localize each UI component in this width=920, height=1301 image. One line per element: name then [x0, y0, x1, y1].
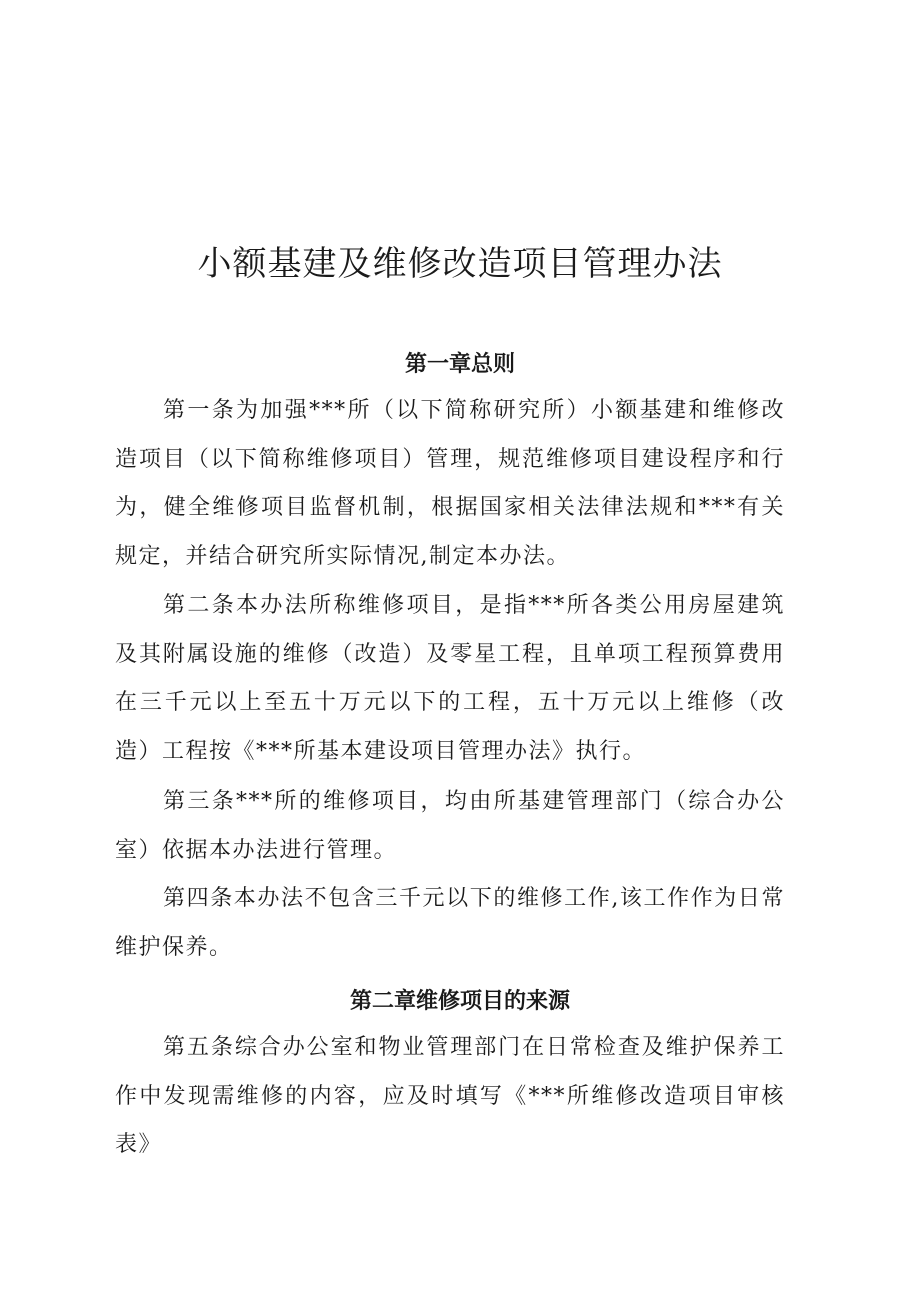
article-4: 第四条本办法不包含三千元以下的维修工作,该工作作为日常维护保养。: [115, 886, 785, 960]
article-5: 第五条综合办公室和物业管理部门在日常检查及维护保养工作中发现需维修的内容，应及时填写《***所维修改造项目审核表》: [115, 1035, 785, 1157]
document-title: 小额基建及维修改造项目管理办法: [197, 244, 723, 284]
article-2: 第二条本办法所称维修项目，是指***所各类公用房屋建筑及其附属设施的维修（改造）及零星工程，且单项工程预算费用在三千元以上至五十万元以下的工程，五十万元以上维修（改造）工程按《***所基本建设项目管理办法》执行。: [115, 593, 785, 764]
chapter-heading-2: 第二章维修项目的来源: [349, 989, 570, 1014]
article-1: 第一条为加强***所（以下简称研究所）小额基建和维修改造项目（以下简称维修项目）管理，规范维修项目建设程序和行为，健全维修项目监督机制，根据国家相关法律法规和***有关规定，并结合研究所实际情况,制定本办法。: [115, 398, 785, 569]
article-3: 第三条***所的维修项目，均由所基建管理部门（综合办公室）依据本办法进行管理。: [115, 789, 785, 863]
chapter-heading-1: 第一章总则: [404, 352, 515, 377]
